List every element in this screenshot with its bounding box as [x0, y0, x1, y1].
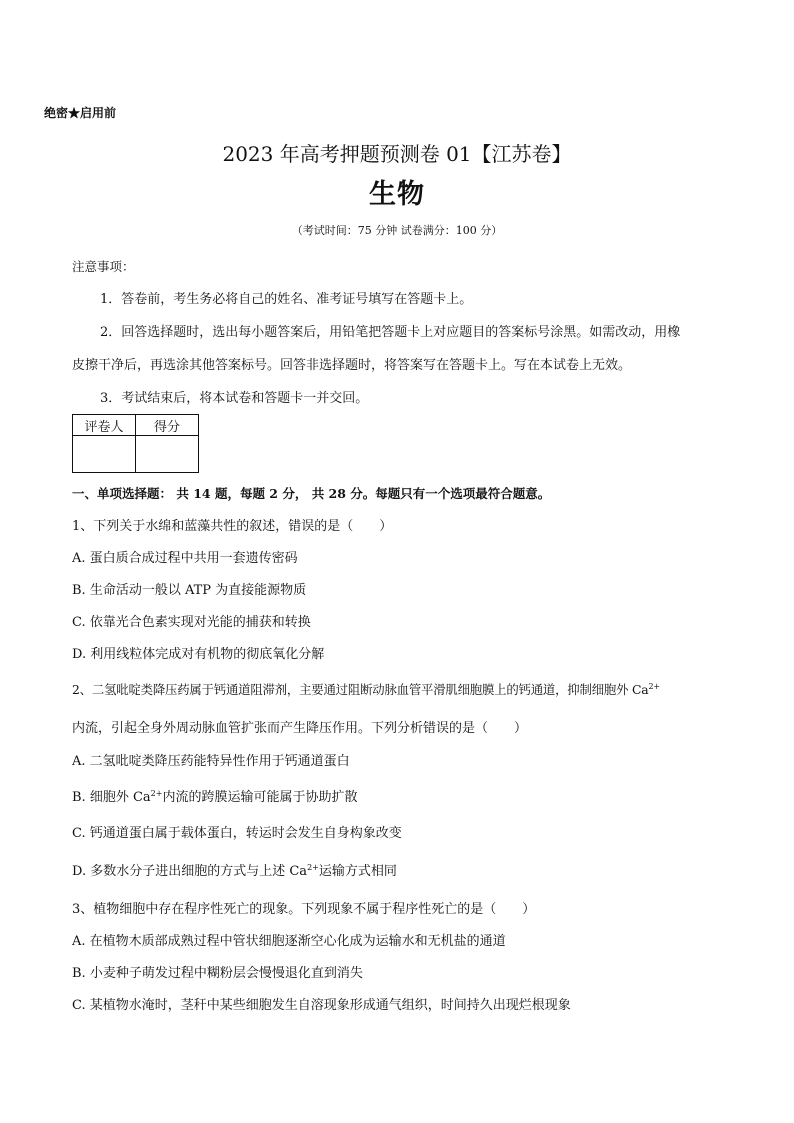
confidential-label: 绝密★启用前	[44, 106, 117, 120]
question-2-option-a: A. 二氢吡啶类降压药能特异性作用于钙通道蛋白	[72, 754, 350, 769]
notice-heading: 注意事项：	[72, 259, 135, 274]
score-table-cell-grader[interactable]	[73, 436, 136, 473]
question-1-stem: 1、下列关于水绵和蓝藻共性的叙述，错误的是（ ）	[72, 519, 393, 534]
score-table-header-grader: 评卷人	[73, 415, 136, 436]
score-table-cell-score[interactable]	[136, 436, 199, 473]
question-2-option-c: C. 钙通道蛋白属于载体蛋白，转运时会发生自身构象改变	[72, 826, 402, 841]
question-3-stem: 3、植物细胞中存在程序性死亡的现象。下列现象不属于程序性死亡的是（ ）	[72, 902, 536, 917]
notice-item-3: 3．考试结束后，将本试卷和答题卡一并交回。	[100, 391, 369, 406]
question-2-stem-line-2: 内流，引起全身外周动脉血管扩张而产生降压作用。下列分析错误的是（ ）	[72, 721, 528, 736]
notice-item-1: 1．答卷前，考生务必将自己的姓名、准考证号填写在答题卡上。	[100, 292, 473, 307]
notice-item-2-line-1: 2．回答选择题时，选出每小题答案后，用铅笔把答题卡上对应题目的答案标号涂黑。如需改动，用橡	[100, 325, 681, 340]
section-heading: 一、单项选择题： 共 14 题，每题 2 分， 共 28 分。每题只有一个选项最符合题意。	[72, 486, 551, 501]
score-table-header-score: 得分	[136, 415, 199, 436]
exam-meta: （考试时间：75 分钟 试卷满分：100 分）	[291, 224, 503, 237]
notice-item-2-line-2: 皮擦干净后，再选涂其他答案标号。回答非选择题时，将答案写在答题卡上。写在本试卷上无效。	[72, 358, 632, 373]
question-1-option-a: A. 蛋白质合成过程中共用一套遗传密码	[72, 551, 298, 566]
question-1-option-d: D. 利用线粒体完成对有机物的彻底氧化分解	[72, 647, 325, 662]
question-3-option-c: C. 某植物水淹时，茎秆中某些细胞发生自溶现象形成通气组织，时间持久出现烂根现象	[72, 998, 571, 1013]
subject-title: 生物	[369, 179, 425, 210]
question-3-option-b: B. 小麦种子萌发过程中糊粉层会慢慢退化直到消失	[72, 966, 363, 981]
score-table	[72, 414, 199, 473]
question-2-option-b: B. 细胞外 $Ca^{2+}$内流的跨膜运输可能属于协助扩散	[72, 789, 358, 805]
exam-title: 2023 年高考押题预测卷 01【江苏卷】	[222, 142, 572, 166]
question-2-stem-line-1: 2、二氢吡啶类降压药属于钙通道阻滞剂，主要通过阻断动脉血管平滑肌细胞膜上的钙通道，抑制细胞外 $Ca^{2+}$	[72, 682, 660, 697]
question-3-option-a: A. 在植物木质部成熟过程中管状细胞逐渐空心化成为运输水和无机盐的通道	[72, 934, 506, 949]
question-1-option-c: C. 依靠光合色素实现对光能的捕获和转换	[72, 615, 311, 630]
question-2-option-d: D. 多数水分子进出细胞的方式与上述 $Ca^{2+}$运输方式相同	[72, 863, 397, 879]
question-1-option-b: B. 生命活动一般以 ATP 为直接能源物质	[72, 583, 307, 598]
